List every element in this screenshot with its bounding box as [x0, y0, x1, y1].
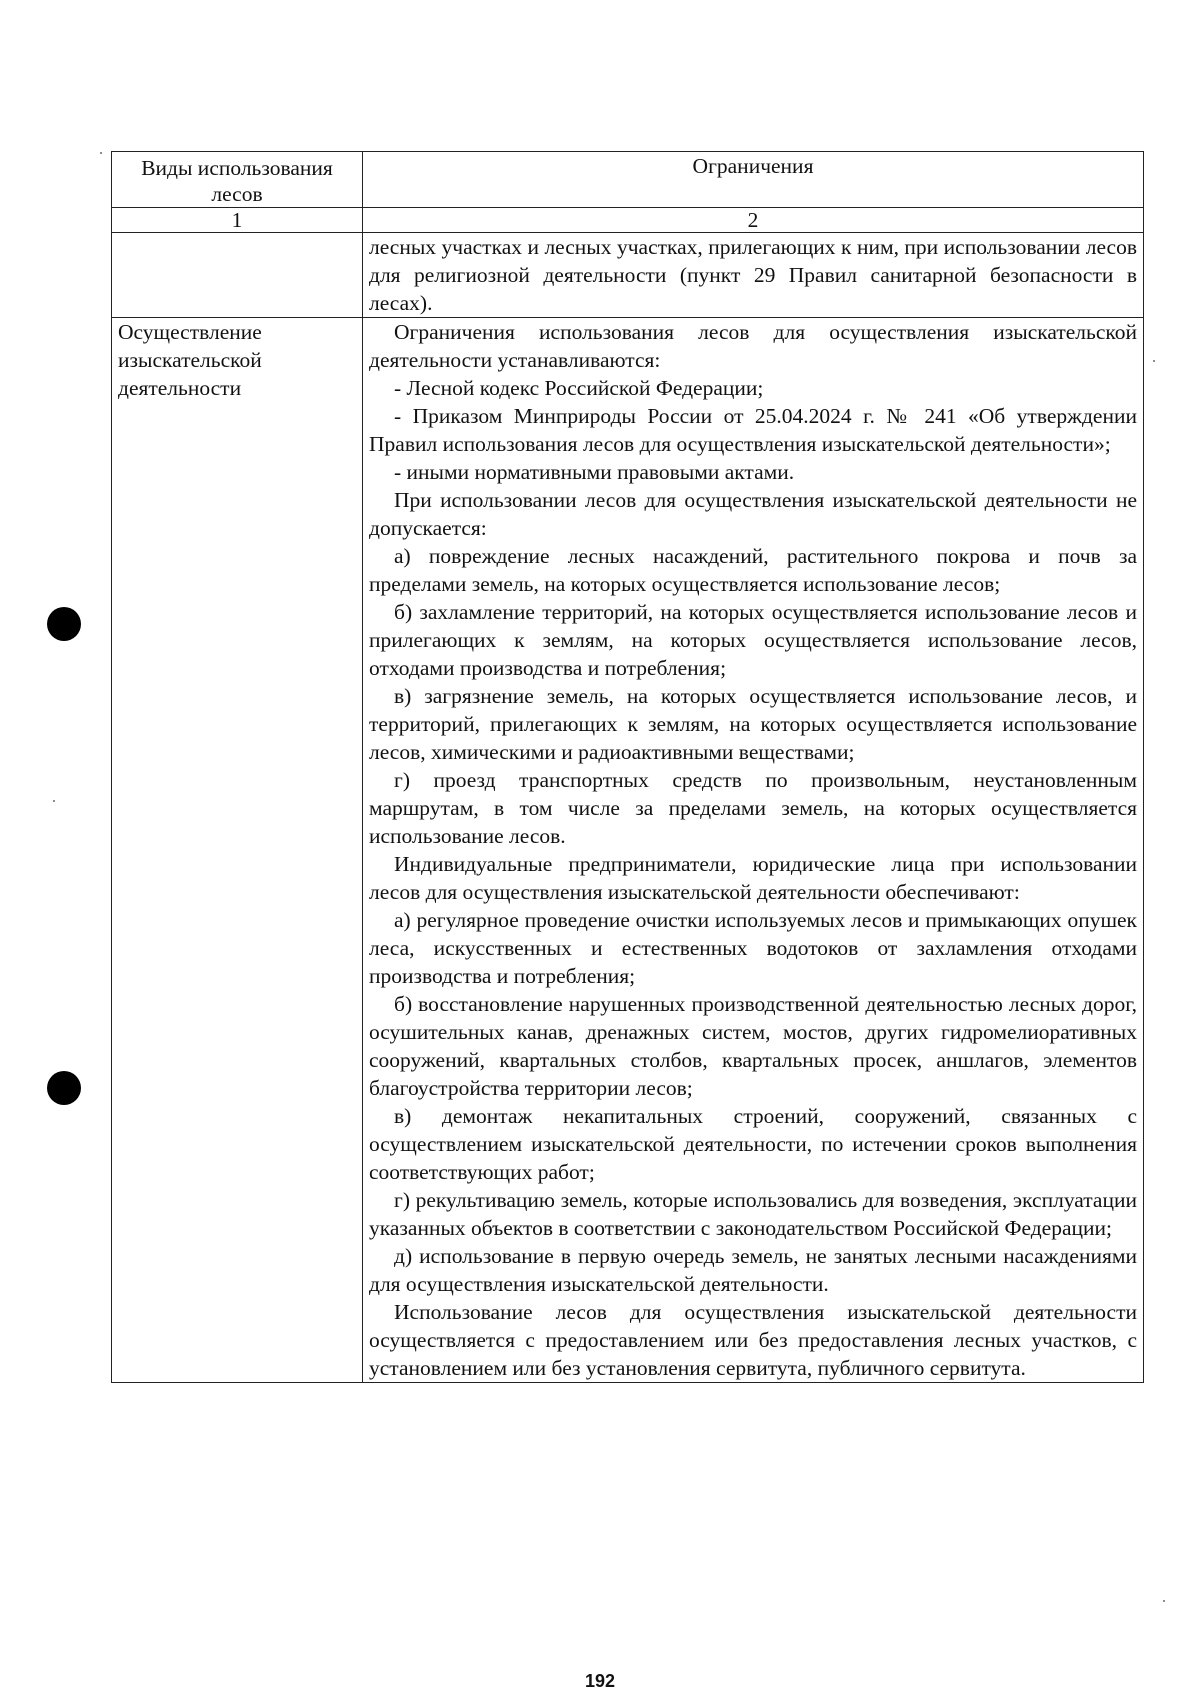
paragraph: Использование лесов для осуществления изыскательской деятельности осуществляется с предоставлением или без предоставления лесных участков, с установлением или без установления сервитута, публичного сервитута. — [369, 1300, 1137, 1380]
scan-speck — [53, 800, 55, 802]
scan-speck — [1153, 360, 1155, 362]
paragraph: г) рекультивацию земель, которые использовались для возведения, эксплуатации указанных объектов в соответствии с законодательством Российской Федерации; — [369, 1188, 1137, 1240]
paragraph: б) захламление территорий, на которых осуществляется использование лесов и прилегающих к землям, на которых осуществляется использование лесов, отходами производства и потребления; — [369, 600, 1137, 680]
header-restrictions: Ограничения — [363, 152, 1144, 208]
paragraph: г) проезд транспортных средств по произвольным, неустановленным маршрутам, в том числе за пределами земель, на которых осуществляется использование лесов. — [369, 768, 1137, 848]
paragraph: в) демонтаж некапитальных строений, сооружений, связанных с осуществлением изыскательской деятельности, по истечении сроков выполнения соответствующих работ; — [369, 1104, 1137, 1184]
restrictions-cell — [363, 318, 1144, 1383]
forest-use-kind: Осуществление изыскательской деятельности — [112, 318, 363, 1383]
paragraph: д) использование в первую очередь земель, не занятых лесными насаждениями для осуществления изыскательской деятельности. — [369, 1244, 1137, 1296]
column-number-2: 2 — [363, 208, 1144, 233]
paragraph: а) регулярное проведение очистки используемых лесов и примыкающих опушек леса, искусственных и естественных водотоков от захламления отходами производства и потребления; — [369, 908, 1137, 988]
paragraph: При использовании лесов для осуществления изыскательской деятельности не допускается: — [369, 488, 1137, 540]
binder-hole-top — [47, 607, 81, 641]
empty-cell — [112, 233, 363, 318]
column-number-1: 1 — [112, 208, 363, 233]
header-forest-use-types: Виды использования лесов — [112, 152, 363, 208]
table-header-row — [112, 152, 1144, 208]
restrictions-table — [111, 151, 1144, 1383]
scan-speck — [1163, 1600, 1165, 1602]
paragraph: в) загрязнение земель, на которых осуществляется использование лесов, и территорий, прилегающих к землям, на которых осуществляется использование лесов, химическими и радиоактивными веществами; — [369, 684, 1137, 764]
continuation-text: лесных участках и лесных участках, прилегающих к ним, при использовании лесов для религиозной деятельности (пункт 29 Правил санитарной безопасности в лесах). — [363, 233, 1144, 318]
table-row — [112, 233, 1144, 318]
paragraph: Индивидуальные предприниматели, юридические лица при использовании лесов для осуществления изыскательской деятельности обеспечивают: — [369, 852, 1137, 904]
paragraph: Ограничения использования лесов для осуществления изыскательской деятельности устанавливаются: — [369, 320, 1137, 372]
paragraph: - Приказом Минприроды России от 25.04.2024 г. № 241 «Об утверждении Правил использования лесов для осуществления изыскательской деятельности»; — [369, 404, 1137, 456]
page-number: 192 — [584, 1671, 616, 1691]
column-number-row — [112, 208, 1144, 233]
table-row — [112, 318, 1144, 1383]
scan-speck — [100, 152, 102, 154]
paragraph: - иными нормативными правовыми актами. — [394, 460, 795, 484]
binder-hole-bottom — [47, 1071, 81, 1105]
paragraph: а) повреждение лесных насаждений, растительного покрова и почв за пределами земель, на которых осуществляется использование лесов; — [369, 544, 1137, 596]
paragraph: - Лесной кодекс Российской Федерации; — [394, 376, 764, 400]
paragraph: б) восстановление нарушенных производственной деятельностью лесных дорог, осушительных канав, дренажных систем, мостов, других гидромелиоративных сооружений, квартальных столбов, квартальных просек, аншлагов, элементов благоустройства территории лесов; — [369, 992, 1137, 1100]
